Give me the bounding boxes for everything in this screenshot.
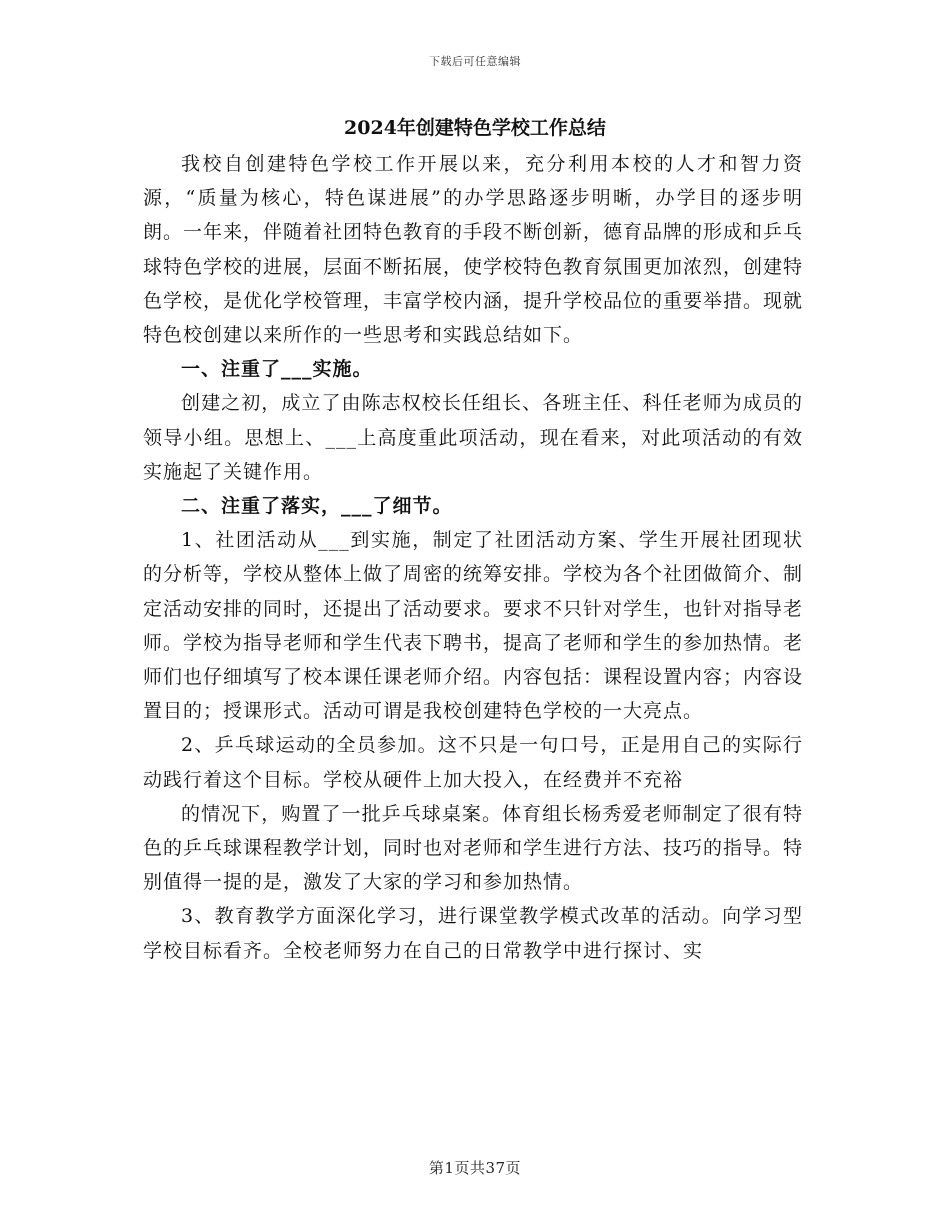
body-paragraph: 3、教育教学方面深化学习，进行课堂教学模式改革的活动。向学习型学校目标看齐。全校老师努力在自己的日常教学中进行探讨、实 — [143, 905, 803, 962]
page-number: 第1页共37页 — [428, 1159, 522, 1177]
body-paragraph: 创建之初，成立了由陈志权校长任组长、各班主任、科任老师为成员的领导小组。思想上、___上高度重此项活动，现在看来，对此项活动的有效实施起了关键作用。 — [143, 392, 803, 483]
document-body — [143, 147, 803, 968]
intro-paragraph: 我校自创建特色学校工作开展以来，充分利用本校的人才和智力资源，“质量为核心，特色谋进展”的办学思路逐步明晰，办学目的逐步明朗。一年来，伴随着社团特色教育的手段不断创新，德育品牌的形成和乒乓球特色学校的进展，层面不断拓展，使学校特色教育氛围更加浓烈，创建特色学校，是优化学校管理，丰富学校内涵，提升学校品位的重要举措。现就特色校创建以来所作的一些思考和实践总结如下。 — [143, 153, 804, 347]
section-heading-2: 二、注重了落实，___了细节。 — [181, 495, 453, 518]
body-paragraph: 1、社团活动从___到实施，制定了社团活动方案、学生开展社团现状的分析等，学校从整体上做了周密的统筹安排。学校为各个社团做简介、制定活动安排的同时，还提出了活动要求。要求不只针对学生，也针对指导老师。学校为指导老师和学生代表下聘书，提高了老师和学生的参加热情。老师们也仔细填写了校本课任课老师介绍。内容包括：课程设置内容；内容设置目的；授课形式。活动可谓是我校创建特色学校的一大亮点。 — [143, 529, 804, 723]
document-title: 2024年创建特色学校工作总结 — [344, 117, 606, 139]
section-heading-1: 一、注重了___实施。 — [181, 358, 373, 381]
body-paragraph: 2、乒乓球运动的全员参加。这不只是一句口号，正是用自己的实际行动践行着这个目标。学校从硬件上加大投入，在经费并不充裕 — [143, 734, 803, 791]
body-paragraph: 的情况下，购置了一批乒乓球桌案。体育组长杨秀爱老师制定了很有特色的乒乓球课程教学计划，同时也对老师和学生进行方法、技巧的指导。特别值得一提的是，激发了大家的学习和参加热情。 — [143, 802, 804, 894]
header-note: 下载后可任意编辑 — [429, 55, 521, 68]
